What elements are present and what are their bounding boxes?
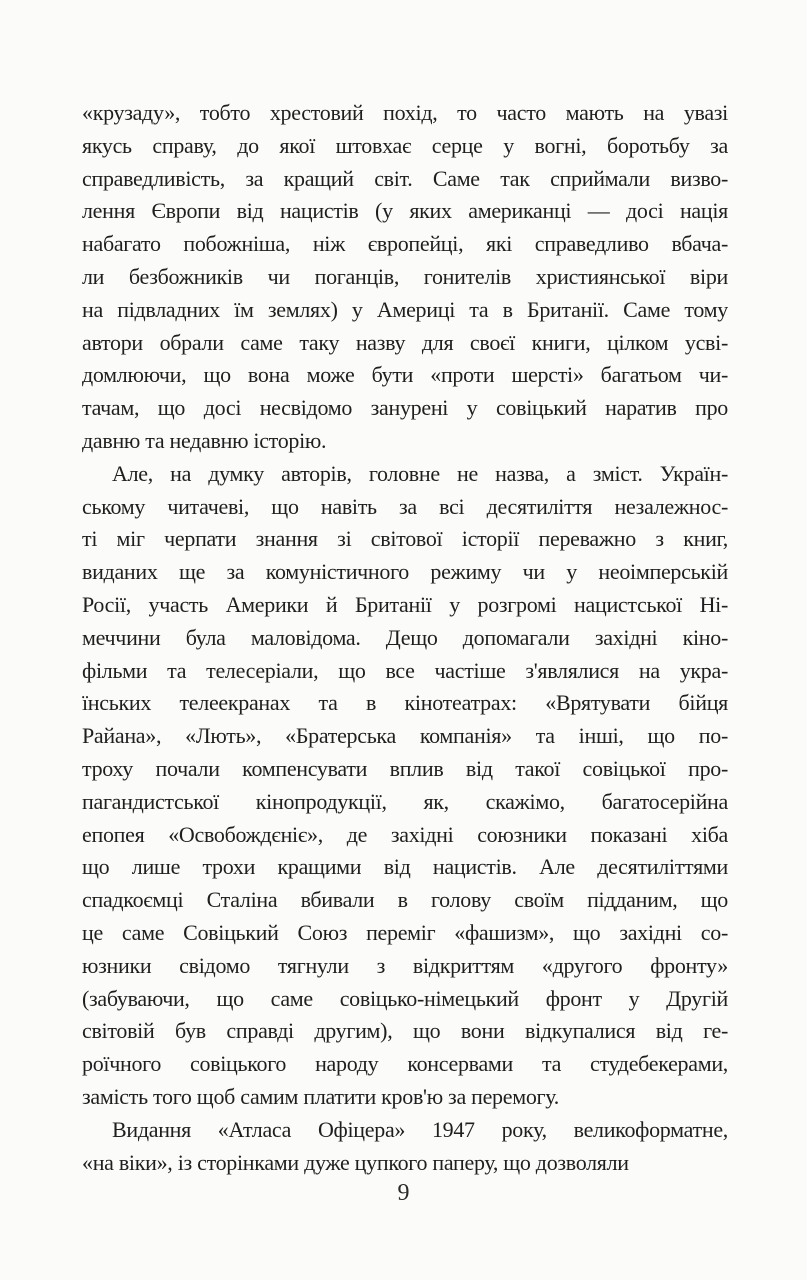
text-line: Росії, участь Америки й Британії у розгромі нацистської Ні- bbox=[82, 591, 728, 617]
text-line: Але, на думку авторів, головне не назва, а зміст. Україн- bbox=[112, 460, 728, 486]
text-line: на підвладних їм землях) у Америці та в Британії. Саме тому bbox=[82, 296, 728, 322]
text-line: світовій був справді другим), що вони відкупалися від ге- bbox=[82, 1018, 728, 1044]
text-line: «крузаду», тобто хрестовий похід, то часто мають на увазі bbox=[82, 100, 728, 125]
text-line: Видання «Атласа Офіцера» 1947 року, великоформатне, bbox=[112, 1116, 728, 1142]
text-line: (забуваючи, що саме совіцько-німецький фронт у Другій bbox=[82, 985, 728, 1011]
text-line: виданих ще за комуністичного режиму чи у неоімперській bbox=[82, 559, 728, 585]
text-line: юзники свідомо тягнули з відкриттям «другого фронту» bbox=[82, 952, 728, 978]
text-line: Райана», «Лють», «Братерська компанія» та інші, що по- bbox=[82, 723, 728, 749]
paragraph bbox=[82, 97, 728, 458]
text-line: автори обрали саме таку назву для своєї книги, цілком усві- bbox=[82, 329, 728, 355]
text-line: ському читачеві, що навіть за всі десятиліття незалежнос- bbox=[82, 493, 728, 519]
text-block bbox=[82, 97, 728, 1179]
text-line: «на віки», із сторінками дуже цупкого паперу, що дозволяли bbox=[82, 1149, 629, 1175]
text-line: справедливість, за кращий світ. Саме так сприймали визво- bbox=[82, 165, 728, 191]
text-line: ті міг черпати знання зі світової історії переважно з книг, bbox=[82, 526, 728, 552]
text-line: тачам, що досі несвідомо занурені у совіцький наратив про bbox=[82, 395, 728, 421]
text-line: епопея «Освобождєніє», де західні союзники показані хіба bbox=[82, 821, 728, 847]
paragraph bbox=[82, 1114, 728, 1180]
text-line: домлюючи, що вона може бути «проти шерсті» багатьом чи- bbox=[82, 362, 728, 388]
text-line: їнських телеекранах та в кінотеатрах: «Врятувати бійця bbox=[82, 690, 728, 716]
text-line: ли безбожників чи поганців, гонителів християнської віри bbox=[82, 263, 728, 289]
text-line: замість того щоб самим платити кров'ю за перемогу. bbox=[82, 1083, 559, 1109]
text-line: що лише трохи кращими від нацистів. Але десятиліттями bbox=[82, 854, 728, 880]
page-number: 9 bbox=[397, 1180, 410, 1206]
text-line: троху почали компенсувати вплив від такої совіцької про- bbox=[82, 755, 728, 781]
text-line: якусь справу, до якої штовхає серце у вогні, боротьбу за bbox=[82, 132, 728, 158]
text-line: пагандистської кінопродукції, як, скажімо, багатосерійна bbox=[82, 788, 728, 814]
paragraph bbox=[82, 458, 728, 1114]
text-line: давню та недавню історію. bbox=[82, 427, 327, 453]
text-line: фільми та телесеріали, що все частіше з'являлися на укра- bbox=[82, 657, 728, 683]
text-line: лення Європи від нацистів (у яких американці — досі нація bbox=[82, 198, 728, 224]
text-line: роїчного совіцького народу консервами та студебекерами, bbox=[82, 1051, 728, 1077]
text-line: спадкоємці Сталіна вбивали в голову своїм підданим, що bbox=[82, 887, 728, 913]
text-line: меччини була маловідома. Дещо допомагали західні кіно- bbox=[82, 624, 728, 650]
text-line: це саме Совіцький Союз переміг «фашизм», що західні со- bbox=[82, 919, 728, 945]
text-line: набагато побожніша, ніж європейці, які справедливо вбача- bbox=[82, 231, 728, 257]
